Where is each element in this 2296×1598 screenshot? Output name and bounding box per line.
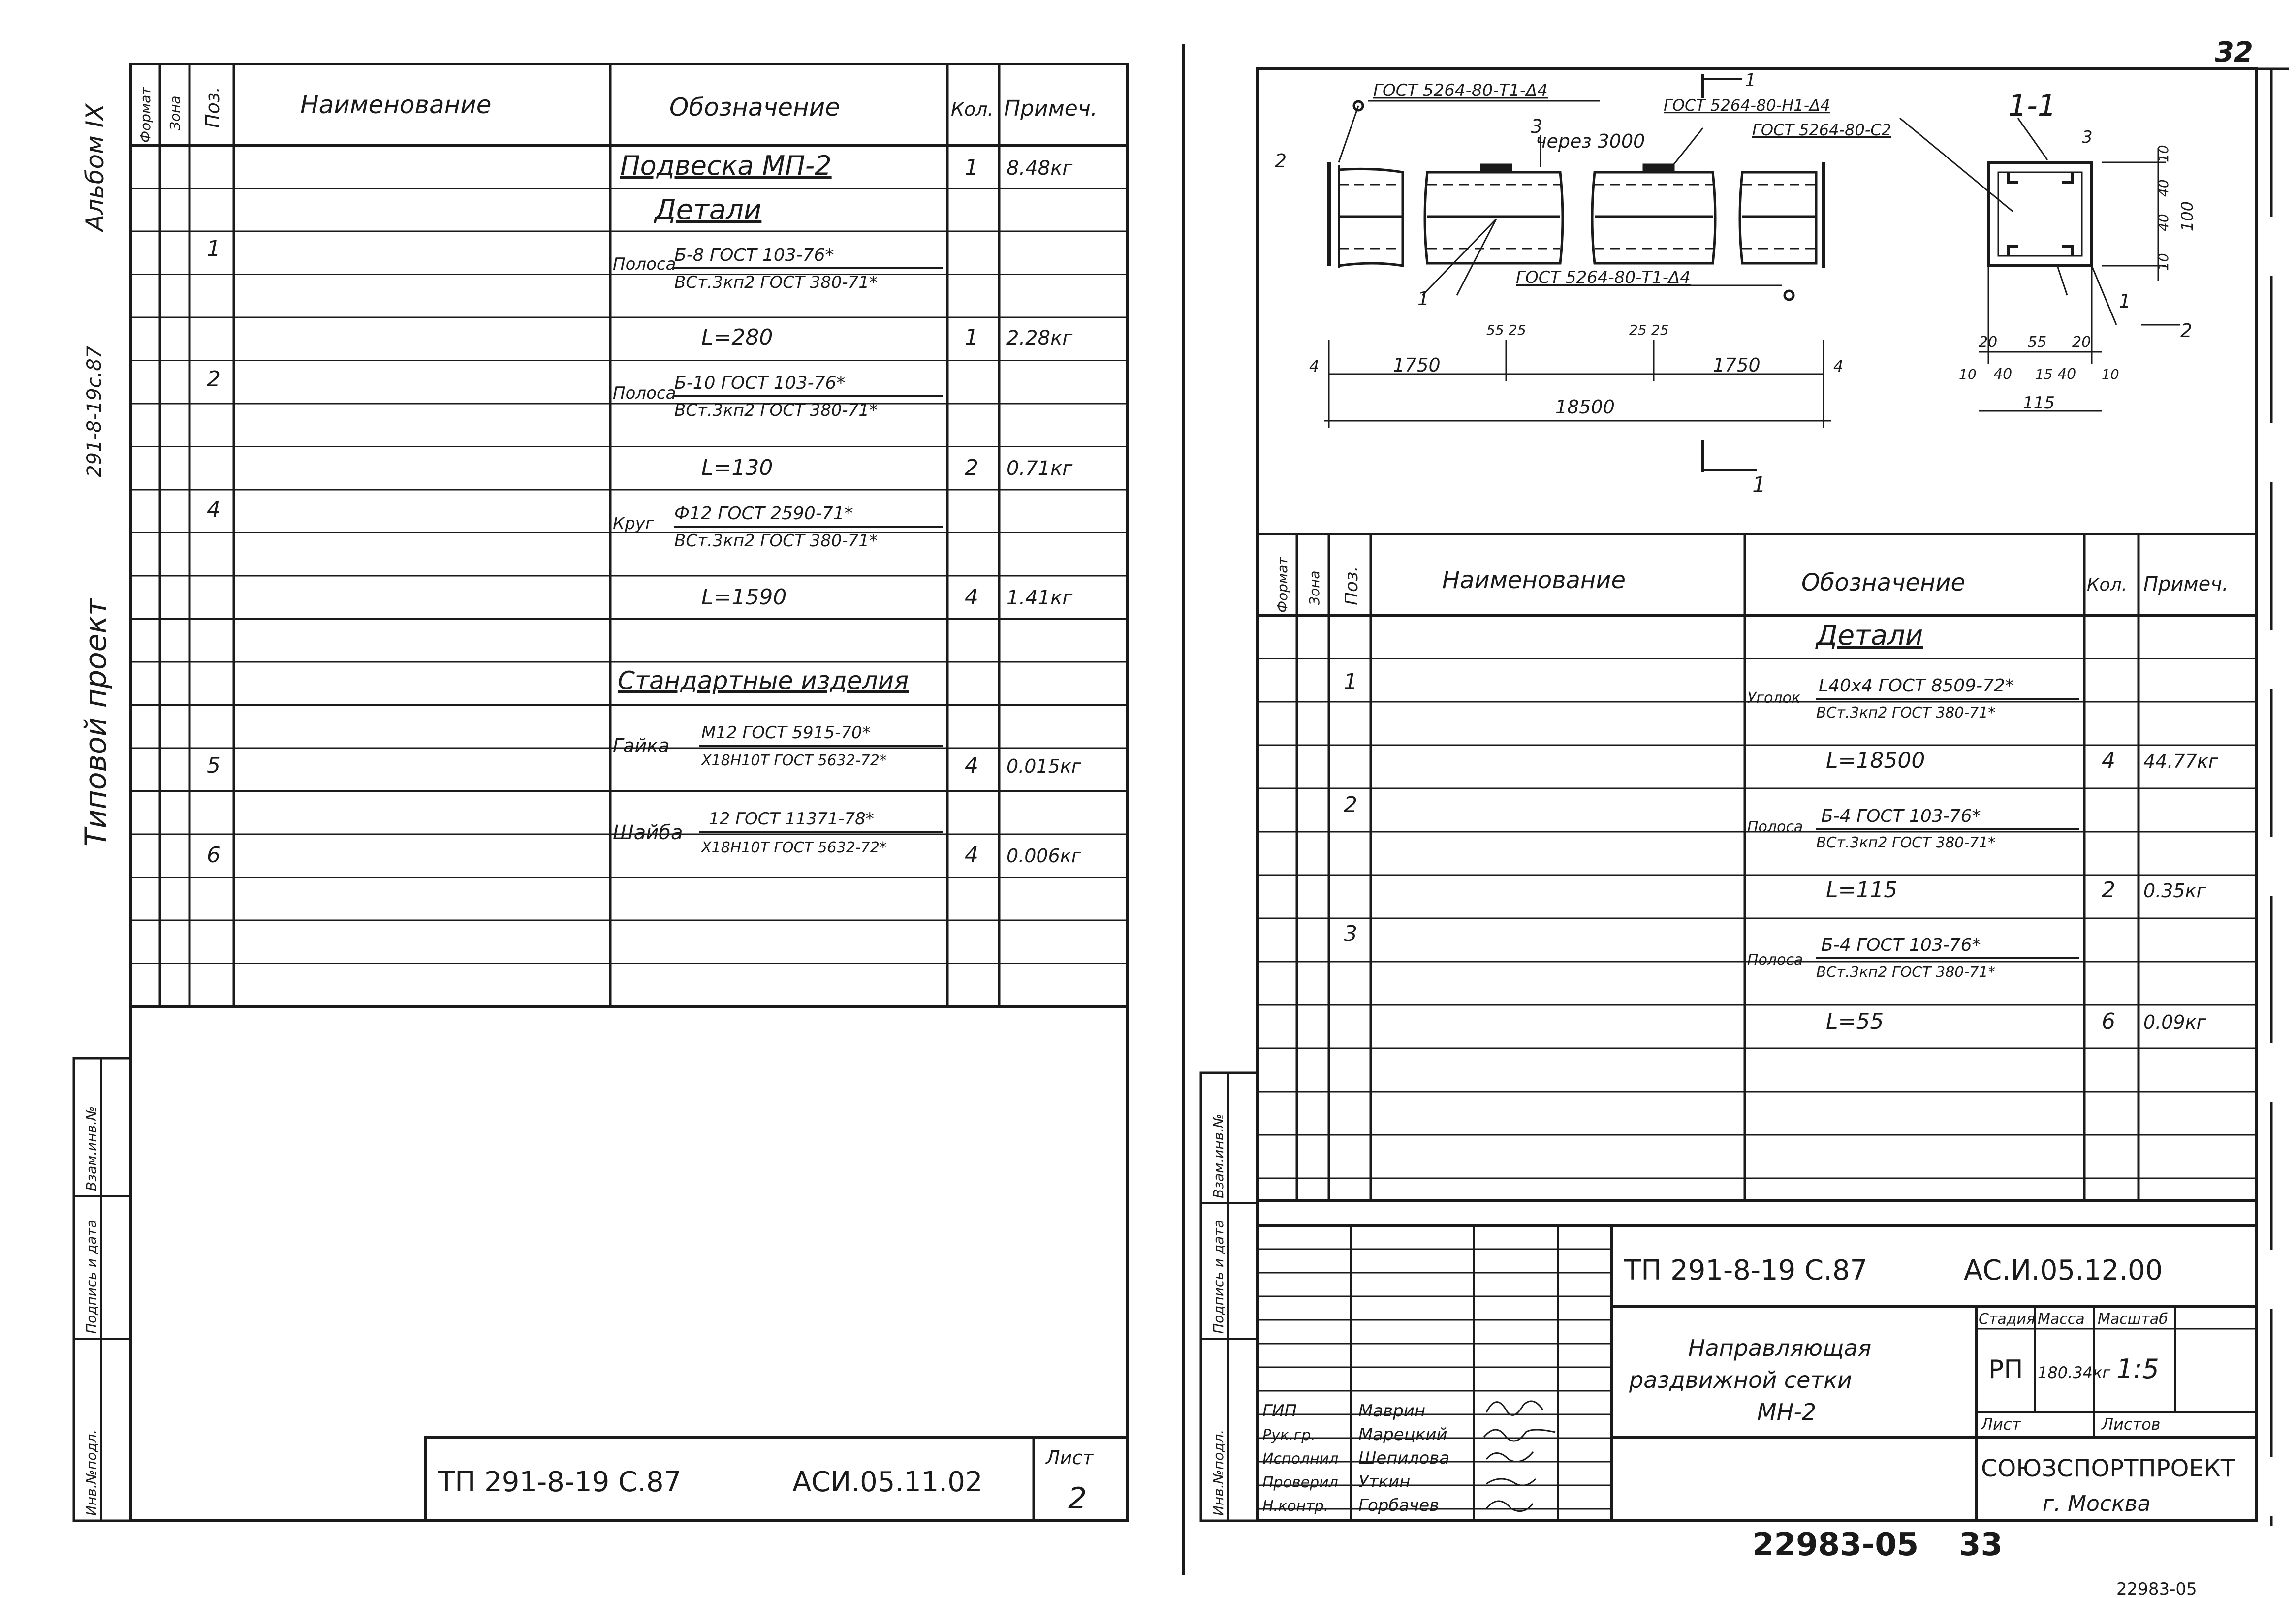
right-row-1-desig2: ВСт.3кп2 ГОСТ 380-71* xyxy=(1816,704,1996,721)
pos-label-2a: 2 xyxy=(1275,150,1287,172)
right-header-name: Наименование xyxy=(1442,566,1626,594)
left-row-1-qty: 1 xyxy=(965,325,978,350)
dim-55-section: 55 xyxy=(2028,334,2047,351)
name-1: Маврин xyxy=(1358,1401,1426,1421)
archive-page: 33 xyxy=(1959,1527,2003,1563)
pos-label-3b: 3 xyxy=(2082,127,2093,147)
dim-100: 100 xyxy=(2178,201,2197,231)
right-row-2-desig: Б-4 ГОСТ 103-76* xyxy=(1821,806,1981,826)
right-row-3-desig: Б-4 ГОСТ 103-76* xyxy=(1821,935,1981,955)
right-row-1-length: L=18500 xyxy=(1826,748,1925,773)
left-row-3-note: 1.41кг xyxy=(1006,587,1073,609)
left-header-pos: Поз. xyxy=(202,86,223,128)
stage-value: РП xyxy=(1988,1355,2023,1384)
dim-40-a: 40 xyxy=(2155,179,2171,197)
right-spec-table xyxy=(1258,534,2257,1201)
left-row-1-name: Полоса xyxy=(613,254,676,274)
signatures xyxy=(1484,1401,1555,1511)
right-row-3-note: 0.09кг xyxy=(2143,1011,2206,1033)
right-title-line-2: раздвижной сетки xyxy=(1629,1367,1852,1393)
right-row-2-note: 0.35кг xyxy=(2143,880,2206,902)
right-row-2-desig2: ВСт.3кп2 ГОСТ 380-71* xyxy=(1816,834,1996,851)
dim-25b: 25 xyxy=(1629,322,1647,338)
role-lead: Рук.гр. xyxy=(1262,1427,1316,1444)
dim-40-r: 40 xyxy=(2057,366,2076,383)
right-row-3-length: L=55 xyxy=(1826,1009,1884,1034)
pos-label-3a: 3 xyxy=(1531,116,1543,137)
left-row-1-desig2: ВСт.3кп2 ГОСТ 380-71* xyxy=(674,273,878,292)
dim-20-left: 20 xyxy=(1979,334,1998,351)
dim-10-top: 10 xyxy=(2155,145,2171,162)
dim-20-right: 20 xyxy=(2072,334,2091,351)
weld-callout-1: ГОСТ 5264-80-Т1-Δ4 xyxy=(1373,81,1548,100)
left-row-2-length: L=130 xyxy=(701,455,773,480)
left-row-5-qty: 4 xyxy=(965,753,978,778)
left-row-pos-2: 2 xyxy=(207,367,220,392)
dim-25c: 25 xyxy=(1651,322,1669,338)
name-3: Шепилова xyxy=(1358,1448,1450,1468)
left-row-3-desig2: ВСт.3кп2 ГОСТ 380-71* xyxy=(674,531,878,551)
left-row-3-desig: Ф12 ГОСТ 2590-71* xyxy=(674,503,853,524)
right-stamp-sign: Подпись и дата xyxy=(1210,1220,1227,1334)
right-stamp-inv: Инв.№подл. xyxy=(1210,1429,1227,1516)
dim-10-r: 10 xyxy=(2102,366,2119,382)
page-number: 32 xyxy=(2215,36,2253,68)
left-title-code: АСИ.05.11.02 xyxy=(792,1466,983,1498)
role-executor: Исполнил xyxy=(1262,1450,1339,1468)
weld-callout-2: ГОСТ 5264-80-Н1-Δ4 xyxy=(1664,96,1830,115)
drawing-area xyxy=(1275,70,2197,498)
left-row-pos-5: 5 xyxy=(207,753,220,778)
left-row-assembly-note: 8.48кг xyxy=(1006,157,1073,180)
scale-value: 1:5 xyxy=(2116,1353,2159,1384)
stage-label: Стадия xyxy=(1979,1311,2036,1328)
left-stamp-inv: Инв.№подл. xyxy=(83,1429,99,1516)
left-row-6-name: Шайба xyxy=(613,821,683,844)
dim-25a: 25 xyxy=(1509,322,1526,338)
left-title-sheet-label: Лист xyxy=(1046,1447,1094,1469)
sheet-label: Лист xyxy=(1981,1415,2021,1434)
left-row-details-heading: Детали xyxy=(655,194,762,226)
dim-1750-left: 1750 xyxy=(1393,354,1441,376)
right-sheet xyxy=(1201,69,2257,1598)
right-row-pos-2: 2 xyxy=(1344,792,1357,817)
right-row-1-qty: 4 xyxy=(2102,748,2115,773)
left-row-5-note: 0.015кг xyxy=(1006,755,1081,777)
left-header-name: Наименование xyxy=(300,91,492,119)
left-header-qty: Кол. xyxy=(951,98,994,120)
sheets-label: Листов xyxy=(2102,1415,2161,1434)
right-row-2-length: L=115 xyxy=(1826,877,1898,903)
left-title-block xyxy=(426,1437,1127,1521)
dim-15: 15 xyxy=(2035,366,2053,382)
dim-40-b: 40 xyxy=(2155,214,2171,231)
right-stamp-replace: Взам.инв.№ xyxy=(1210,1113,1227,1198)
left-row-2-note: 0.71кг xyxy=(1006,457,1073,480)
left-row-3-length: L=1590 xyxy=(701,585,787,610)
spacing-note: через 3000 xyxy=(1536,130,1645,152)
left-header-zone: Зона xyxy=(167,95,183,130)
right-row-1-name: Уголок xyxy=(1747,689,1801,707)
left-row-3-qty: 4 xyxy=(965,585,978,610)
right-title-code: АС.И.05.12.00 xyxy=(1964,1254,2163,1286)
cut-mark-top: 1 xyxy=(1745,70,1756,91)
dim-18500: 18500 xyxy=(1555,396,1615,418)
right-row-details-heading: Детали xyxy=(1816,620,1923,652)
left-row-5-name: Гайка xyxy=(613,735,670,756)
left-header-format: Формат xyxy=(137,87,154,143)
left-row-5-desig: М12 ГОСТ 5915-70* xyxy=(701,723,871,743)
left-side-stamp xyxy=(74,1058,130,1521)
left-row-assembly-qty: 1 xyxy=(965,155,978,180)
left-row-1-desig: Б-8 ГОСТ 103-76* xyxy=(674,245,834,265)
pos-label-1b: 1 xyxy=(2119,290,2131,312)
pos-label-2b: 2 xyxy=(2180,320,2193,342)
right-row-2-name: Полоса xyxy=(1747,818,1803,836)
right-header-zone: Зона xyxy=(1306,570,1322,605)
left-row-5-desig2: Х18Н10Т ГОСТ 5632-72* xyxy=(701,752,887,769)
dim-10-bottom: 10 xyxy=(2155,253,2171,271)
left-row-pos-4: 4 xyxy=(207,497,220,522)
left-spec-table xyxy=(130,64,1127,1006)
name-2: Марецкий xyxy=(1358,1425,1447,1444)
right-title-line-1: Направляющая xyxy=(1688,1335,1872,1361)
right-header-qty: Кол. xyxy=(2087,575,2128,595)
right-row-1-note: 44.77кг xyxy=(2143,751,2218,772)
left-row-1-length: L=280 xyxy=(701,325,773,350)
left-row-2-name: Полоса xyxy=(613,383,676,403)
dim-115: 115 xyxy=(2023,393,2055,413)
scale-label: Масштаб xyxy=(2098,1311,2168,1328)
left-row-6-desig: 12 ГОСТ 11371-78* xyxy=(709,809,874,829)
dim-40-l: 40 xyxy=(1993,366,2013,383)
dim-4-right: 4 xyxy=(1833,357,1844,376)
right-header-format: Формат xyxy=(1274,557,1290,613)
org-city: г. Москва xyxy=(2043,1491,2151,1516)
right-frame xyxy=(1258,69,2257,1521)
left-row-2-desig2: ВСт.3кп2 ГОСТ 380-71* xyxy=(674,401,878,420)
org-name: СОЮЗСПОРТПРОЕКТ xyxy=(1981,1455,2235,1482)
role-checker: Проверил xyxy=(1262,1474,1338,1491)
right-row-3-qty: 6 xyxy=(2102,1009,2115,1034)
left-row-pos-6: 6 xyxy=(207,843,220,868)
dim-55: 55 xyxy=(1486,322,1504,338)
right-row-3-desig2: ВСт.3кп2 ГОСТ 380-71* xyxy=(1816,964,1996,981)
right-side-stamp xyxy=(1201,1073,1258,1521)
left-title-project: ТП 291-8-19 С.87 xyxy=(438,1466,682,1498)
left-header-designation: Обозначение xyxy=(669,93,840,122)
right-row-1-desig: L40x4 ГОСТ 8509-72* xyxy=(1819,676,2014,696)
side-text-project: Типовой проект xyxy=(79,598,113,846)
left-sheet xyxy=(74,64,1127,1521)
name-4: Уткин xyxy=(1358,1472,1411,1492)
role-gip: ГИП xyxy=(1262,1401,1297,1421)
left-stamp-sign: Подпись и дата xyxy=(83,1220,99,1334)
right-header-pos: Поз. xyxy=(1342,566,1362,605)
left-header-note: Примеч. xyxy=(1004,96,1098,121)
right-row-2-qty: 2 xyxy=(2102,877,2115,903)
left-row-standard-heading: Стандартные изделия xyxy=(618,666,909,695)
left-row-pos-1: 1 xyxy=(207,236,220,261)
pos-label-1a: 1 xyxy=(1417,288,1430,310)
left-title-sheet-number: 2 xyxy=(1068,1481,1087,1516)
right-title-line-3: МН-2 xyxy=(1757,1399,1817,1425)
right-title-project: ТП 291-8-19 С.87 xyxy=(1624,1254,1868,1286)
dim-10-l: 10 xyxy=(1959,366,1977,382)
mass-value: 180.34кг xyxy=(2038,1363,2111,1382)
left-row-6-qty: 4 xyxy=(965,843,978,868)
archive-number-faint: 22983-05 xyxy=(2116,1579,2197,1598)
right-row-3-name: Полоса xyxy=(1747,951,1803,969)
dim-4-left: 4 xyxy=(1309,357,1320,376)
left-row-1-note: 2.28кг xyxy=(1006,327,1073,349)
right-header-note: Примеч. xyxy=(2143,573,2229,595)
archive-number: 22983-05 xyxy=(1752,1527,1919,1563)
right-header-designation: Обозначение xyxy=(1801,569,1966,596)
left-row-6-desig2: Х18Н10Т ГОСТ 5632-72* xyxy=(701,839,887,856)
name-5: Горбачев xyxy=(1358,1496,1440,1515)
weld-callout-4: ГОСТ 5264-80-Т1-Δ4 xyxy=(1516,268,1691,287)
left-row-2-qty: 2 xyxy=(965,455,978,480)
weld-callout-3: ГОСТ 5264-80-С2 xyxy=(1752,121,1892,139)
left-stamp-replace: Взам.инв.№ xyxy=(83,1106,99,1191)
side-text-number: 291-8-19с.87 xyxy=(83,345,106,477)
right-row-pos-1: 1 xyxy=(1344,669,1357,694)
section-title: 1-1 xyxy=(2008,89,2056,123)
left-row-3-name: Круг xyxy=(613,514,654,533)
role-norm: Н.контр. xyxy=(1262,1498,1329,1515)
side-text-album: Альбом IX xyxy=(81,103,109,231)
left-row-2-desig: Б-10 ГОСТ 103-76* xyxy=(674,373,846,393)
right-row-pos-3: 3 xyxy=(1344,921,1357,946)
left-row-6-note: 0.006кг xyxy=(1006,845,1081,867)
mass-label: Масса xyxy=(2038,1311,2085,1328)
left-row-assembly: Подвеска МП-2 xyxy=(620,150,832,181)
left-frame xyxy=(130,64,1127,1521)
cut-mark-bottom: 1 xyxy=(1752,472,1766,498)
dim-1750-right: 1750 xyxy=(1713,354,1761,376)
